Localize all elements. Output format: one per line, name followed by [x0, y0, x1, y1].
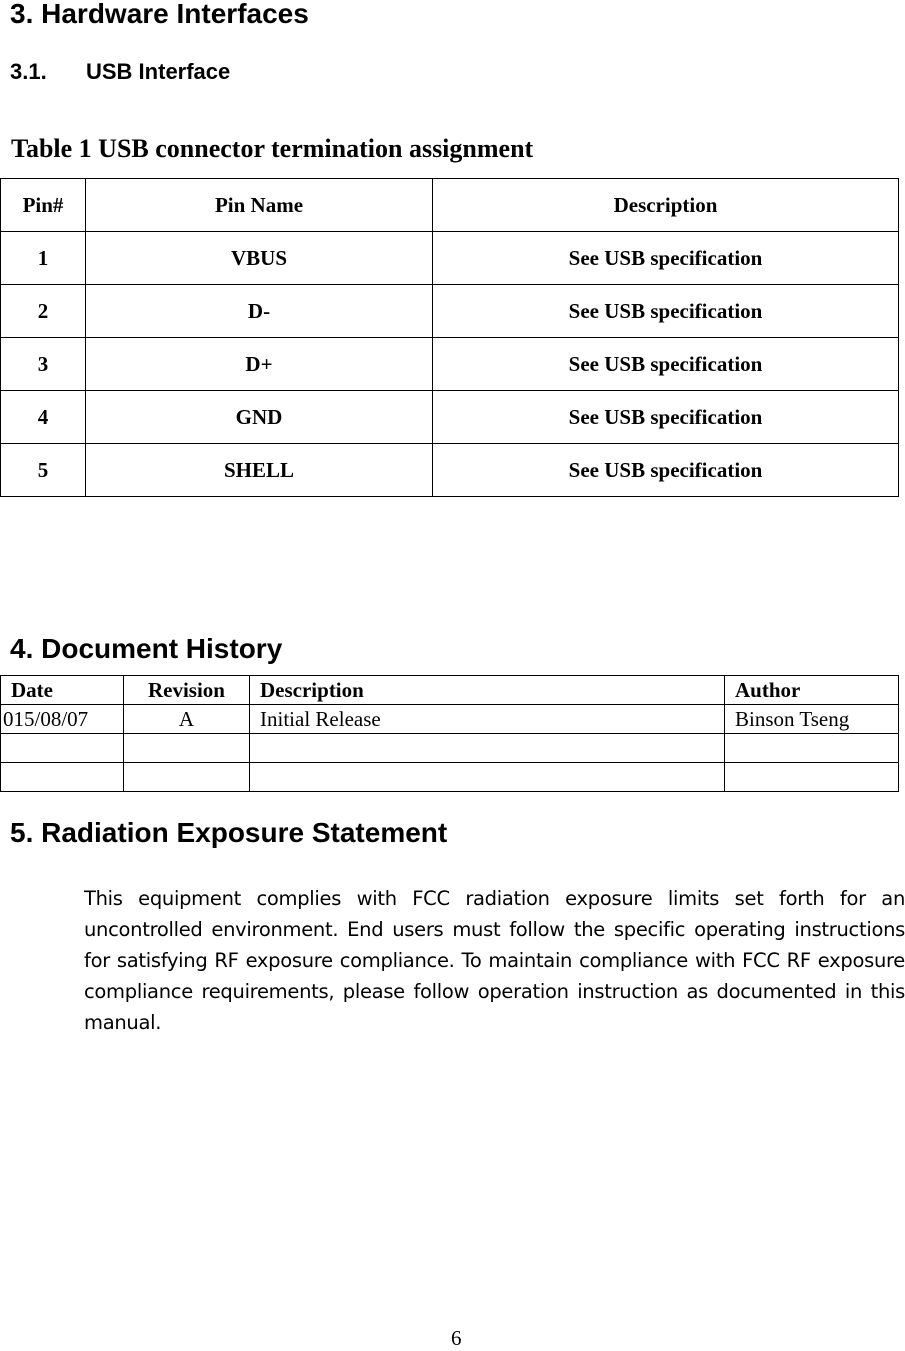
- cell: A: [124, 705, 250, 734]
- usb-table-caption: Table 1 USB connector termination assignment: [11, 134, 534, 163]
- cell: See USB specification: [433, 338, 899, 391]
- section-3-heading: 3. Hardware Interfaces: [10, 0, 309, 29]
- cell: 1: [1, 232, 86, 285]
- table-row: [1, 734, 899, 763]
- cell: 2: [1, 285, 86, 338]
- cell: See USB specification: [433, 232, 899, 285]
- cell: GND: [86, 391, 433, 444]
- cell: D-: [86, 285, 433, 338]
- table-row: [1, 763, 899, 792]
- subsection-number: 3.1.: [10, 59, 47, 84]
- cell: Initial Release: [250, 705, 725, 734]
- document-history-table: [0, 675, 899, 792]
- table-row: [1, 705, 899, 734]
- subsection-3-1-heading: [10, 59, 230, 85]
- cell: See USB specification: [433, 391, 899, 444]
- section-5-heading: 5. Radiation Exposure Statement: [10, 817, 448, 848]
- cell: [250, 763, 725, 792]
- cell: Binson Tseng: [725, 705, 899, 734]
- radiation-statement-paragraph: This equipment complies with FCC radiation exposure limits set forth for an uncontrolled environment. End users must follow the specific operating instructions for satisfying RF exposure compliance. To maintain compliance with FCC RF exposure compliance requirements, please follow operation instruction as documented in this manual.: [84, 887, 905, 1034]
- cell: 5: [1, 444, 86, 497]
- section-4-heading: 4. Document History: [10, 633, 283, 664]
- subsection-title: USB Interface: [86, 59, 231, 84]
- cell: See USB specification: [433, 285, 899, 338]
- header-revision: Revision: [124, 676, 250, 705]
- cell: [1, 734, 124, 763]
- header-pin: Pin#: [1, 179, 86, 232]
- cell: VBUS: [86, 232, 433, 285]
- cell: 015/08/07: [1, 705, 124, 734]
- table-row: [1, 444, 899, 497]
- cell: [1, 763, 124, 792]
- cell: [124, 763, 250, 792]
- cell: SHELL: [86, 444, 433, 497]
- cell: D+: [86, 338, 433, 391]
- table-row: [1, 285, 899, 338]
- table-row: [1, 232, 899, 285]
- header-date: Date: [1, 676, 124, 705]
- cell: See USB specification: [433, 444, 899, 497]
- cell: [250, 734, 725, 763]
- cell: [124, 734, 250, 763]
- table-header-row: [1, 179, 899, 232]
- header-description: Description: [250, 676, 725, 705]
- cell: [725, 763, 899, 792]
- page-number: 6: [451, 1326, 462, 1350]
- cell: 4: [1, 391, 86, 444]
- header-pin-name: Pin Name: [86, 179, 433, 232]
- table-row: [1, 391, 899, 444]
- table-header-row: [1, 676, 899, 705]
- table-row: [1, 338, 899, 391]
- header-author: Author: [725, 676, 899, 705]
- header-description: Description: [433, 179, 899, 232]
- usb-pin-table: [0, 178, 899, 497]
- cell: 3: [1, 338, 86, 391]
- cell: [725, 734, 899, 763]
